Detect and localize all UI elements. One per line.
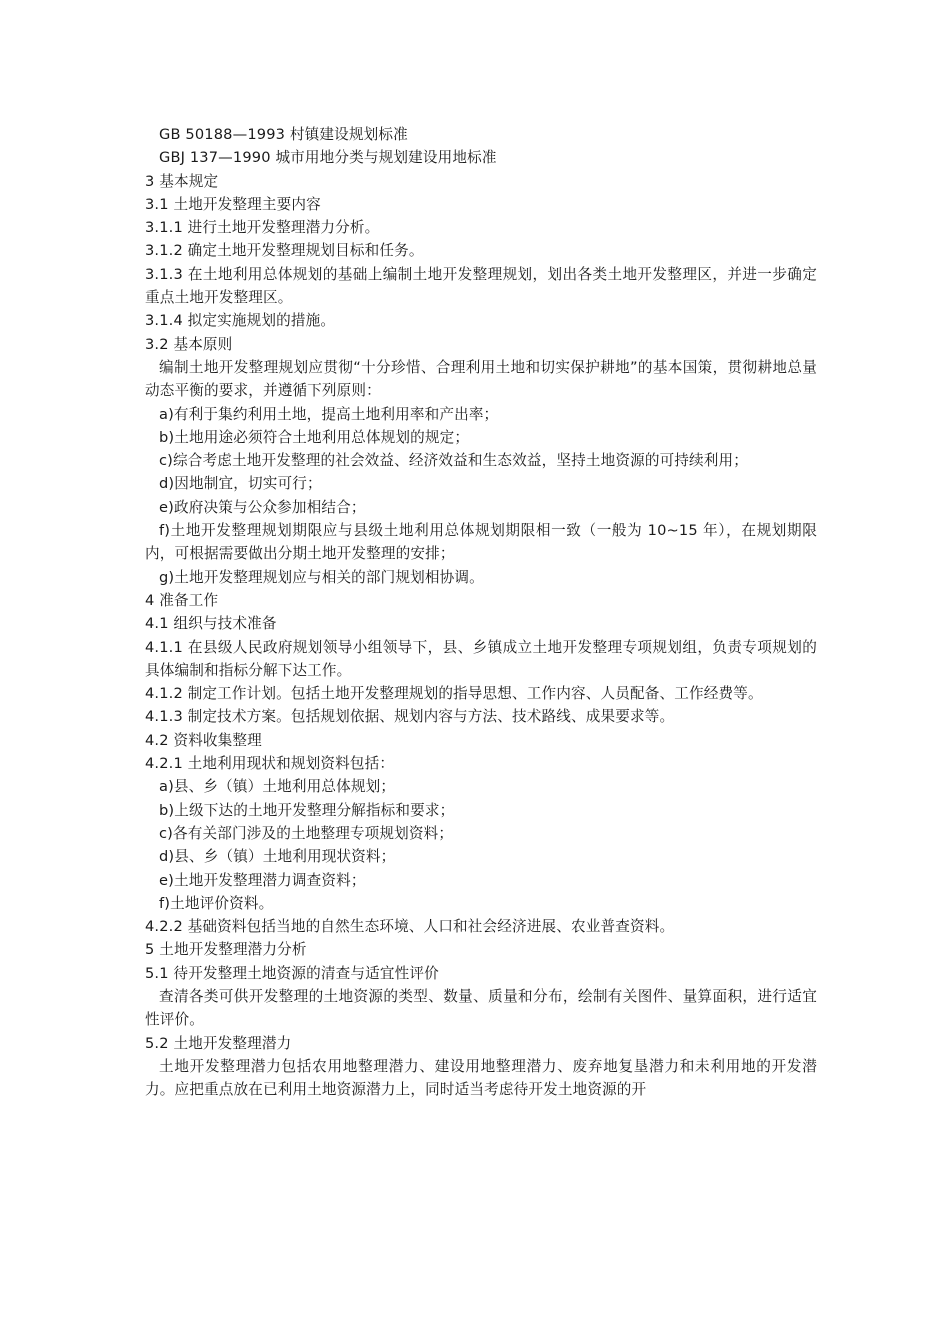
clause: 3.1.2 确定土地开发整理规划目标和任务。 [145, 242, 424, 260]
list-item: e)土地开发整理潜力调查资料； [159, 871, 366, 889]
subsection-heading: 4.1 组织与技术准备 [145, 615, 277, 633]
standard-reference: GBJ 137—1990 城市用地分类与规划建设用地标准 [159, 149, 497, 167]
subsection-heading: 3.2 基本原则 [145, 335, 233, 353]
clause: 3.1.1 进行土地开发整理潜力分析。 [145, 219, 380, 237]
standard-reference: GB 50188—1993 村镇建设规划标准 [159, 126, 408, 143]
list-item: b)上级下达的土地开发整理分解指标和要求； [159, 801, 455, 819]
subsection-heading: 5.2 土地开发整理潜力 [145, 1034, 292, 1052]
subsection-heading: 3.1 土地开发整理主要内容 [145, 195, 321, 213]
clause: 4.1.3 制定技术方案。包括规划依据、规划内容与方法、技术路线、成果要求等。 [145, 708, 675, 726]
list-item: f)土地开发整理规划期限应与县级土地利用总体规划期限相一致（一般为 10~15 年），在规划期限内，可根据需要做出分期土地开发整理的安排； [145, 522, 817, 563]
list-item: d)因地制宜，切实可行； [159, 475, 322, 493]
clause: 3.1.3 在土地利用总体规划的基础上编制土地开发整理规划，划出各类土地开发整理区，并进一步确定重点土地开发整理区。 [145, 265, 817, 307]
list-item: f)土地评价资料。 [159, 894, 274, 912]
body-paragraph: 编制土地开发整理规划应贯彻“十分珍惜、合理利用土地和切实保护耕地”的基本国策，贯彻耕地总量动态平衡的要求，并遵循下列原则： [145, 358, 817, 400]
section-heading: 3 基本规定 [145, 172, 219, 190]
section-heading: 5 土地开发整理潜力分析 [145, 941, 307, 959]
list-item: c)综合考虑土地开发整理的社会效益、经济效益和生态效益，坚持土地资源的可持续利用； [159, 452, 749, 470]
list-item: a)有利于集约利用土地，提高土地利用率和产出率； [159, 405, 499, 423]
list-item: e)政府决策与公众参加相结合； [159, 498, 366, 516]
clause: 4.1.2 制定工作计划。包括土地开发整理规划的指导思想、工作内容、人员配备、工作经费等。 [145, 685, 763, 703]
clause: 4.2.2 基础资料包括当地的自然生态环境、人口和社会经济进展、农业普查资料。 [145, 918, 675, 936]
clause: 3.1.4 拟定实施规划的措施。 [145, 312, 336, 330]
section-heading: 4 准备工作 [145, 591, 219, 609]
clause: 4.1.1 在县级人民政府规划领导小组领导下，县、乡镇成立土地开发整理专项规划组，负责专项规划的具体编制和指标分解下达工作。 [145, 638, 817, 679]
document-body [145, 123, 817, 1101]
subsection-heading: 4.2 资料收集整理 [145, 731, 262, 749]
subsection-heading: 5.1 待开发整理土地资源的清查与适宜性评价 [145, 964, 439, 982]
list-item: a)县、乡（镇）土地利用总体规划； [159, 778, 396, 796]
list-item: g)土地开发整理规划应与相关的部门规划相协调。 [159, 568, 484, 586]
body-paragraph: 查清各类可供开发整理的土地资源的类型、数量、质量和分布，绘制有关图件、量算面积，进行适宜性评价。 [145, 987, 817, 1029]
list-item: d)县、乡（镇）土地利用现状资料； [159, 848, 396, 866]
list-item: b)土地用途必须符合土地利用总体规划的规定； [159, 428, 470, 446]
body-paragraph: 土地开发整理潜力包括农用地整理潜力、建设用地整理潜力、废弃地复垦潜力和未利用地的开发潜力。应把重点放在已利用土地资源潜力上，同时适当考虑待开发土地资源的开 [145, 1057, 817, 1099]
list-item: c)各有关部门涉及的土地整理专项规划资料； [159, 824, 454, 842]
clause: 4.2.1 土地利用现状和规划资料包括： [145, 755, 395, 773]
